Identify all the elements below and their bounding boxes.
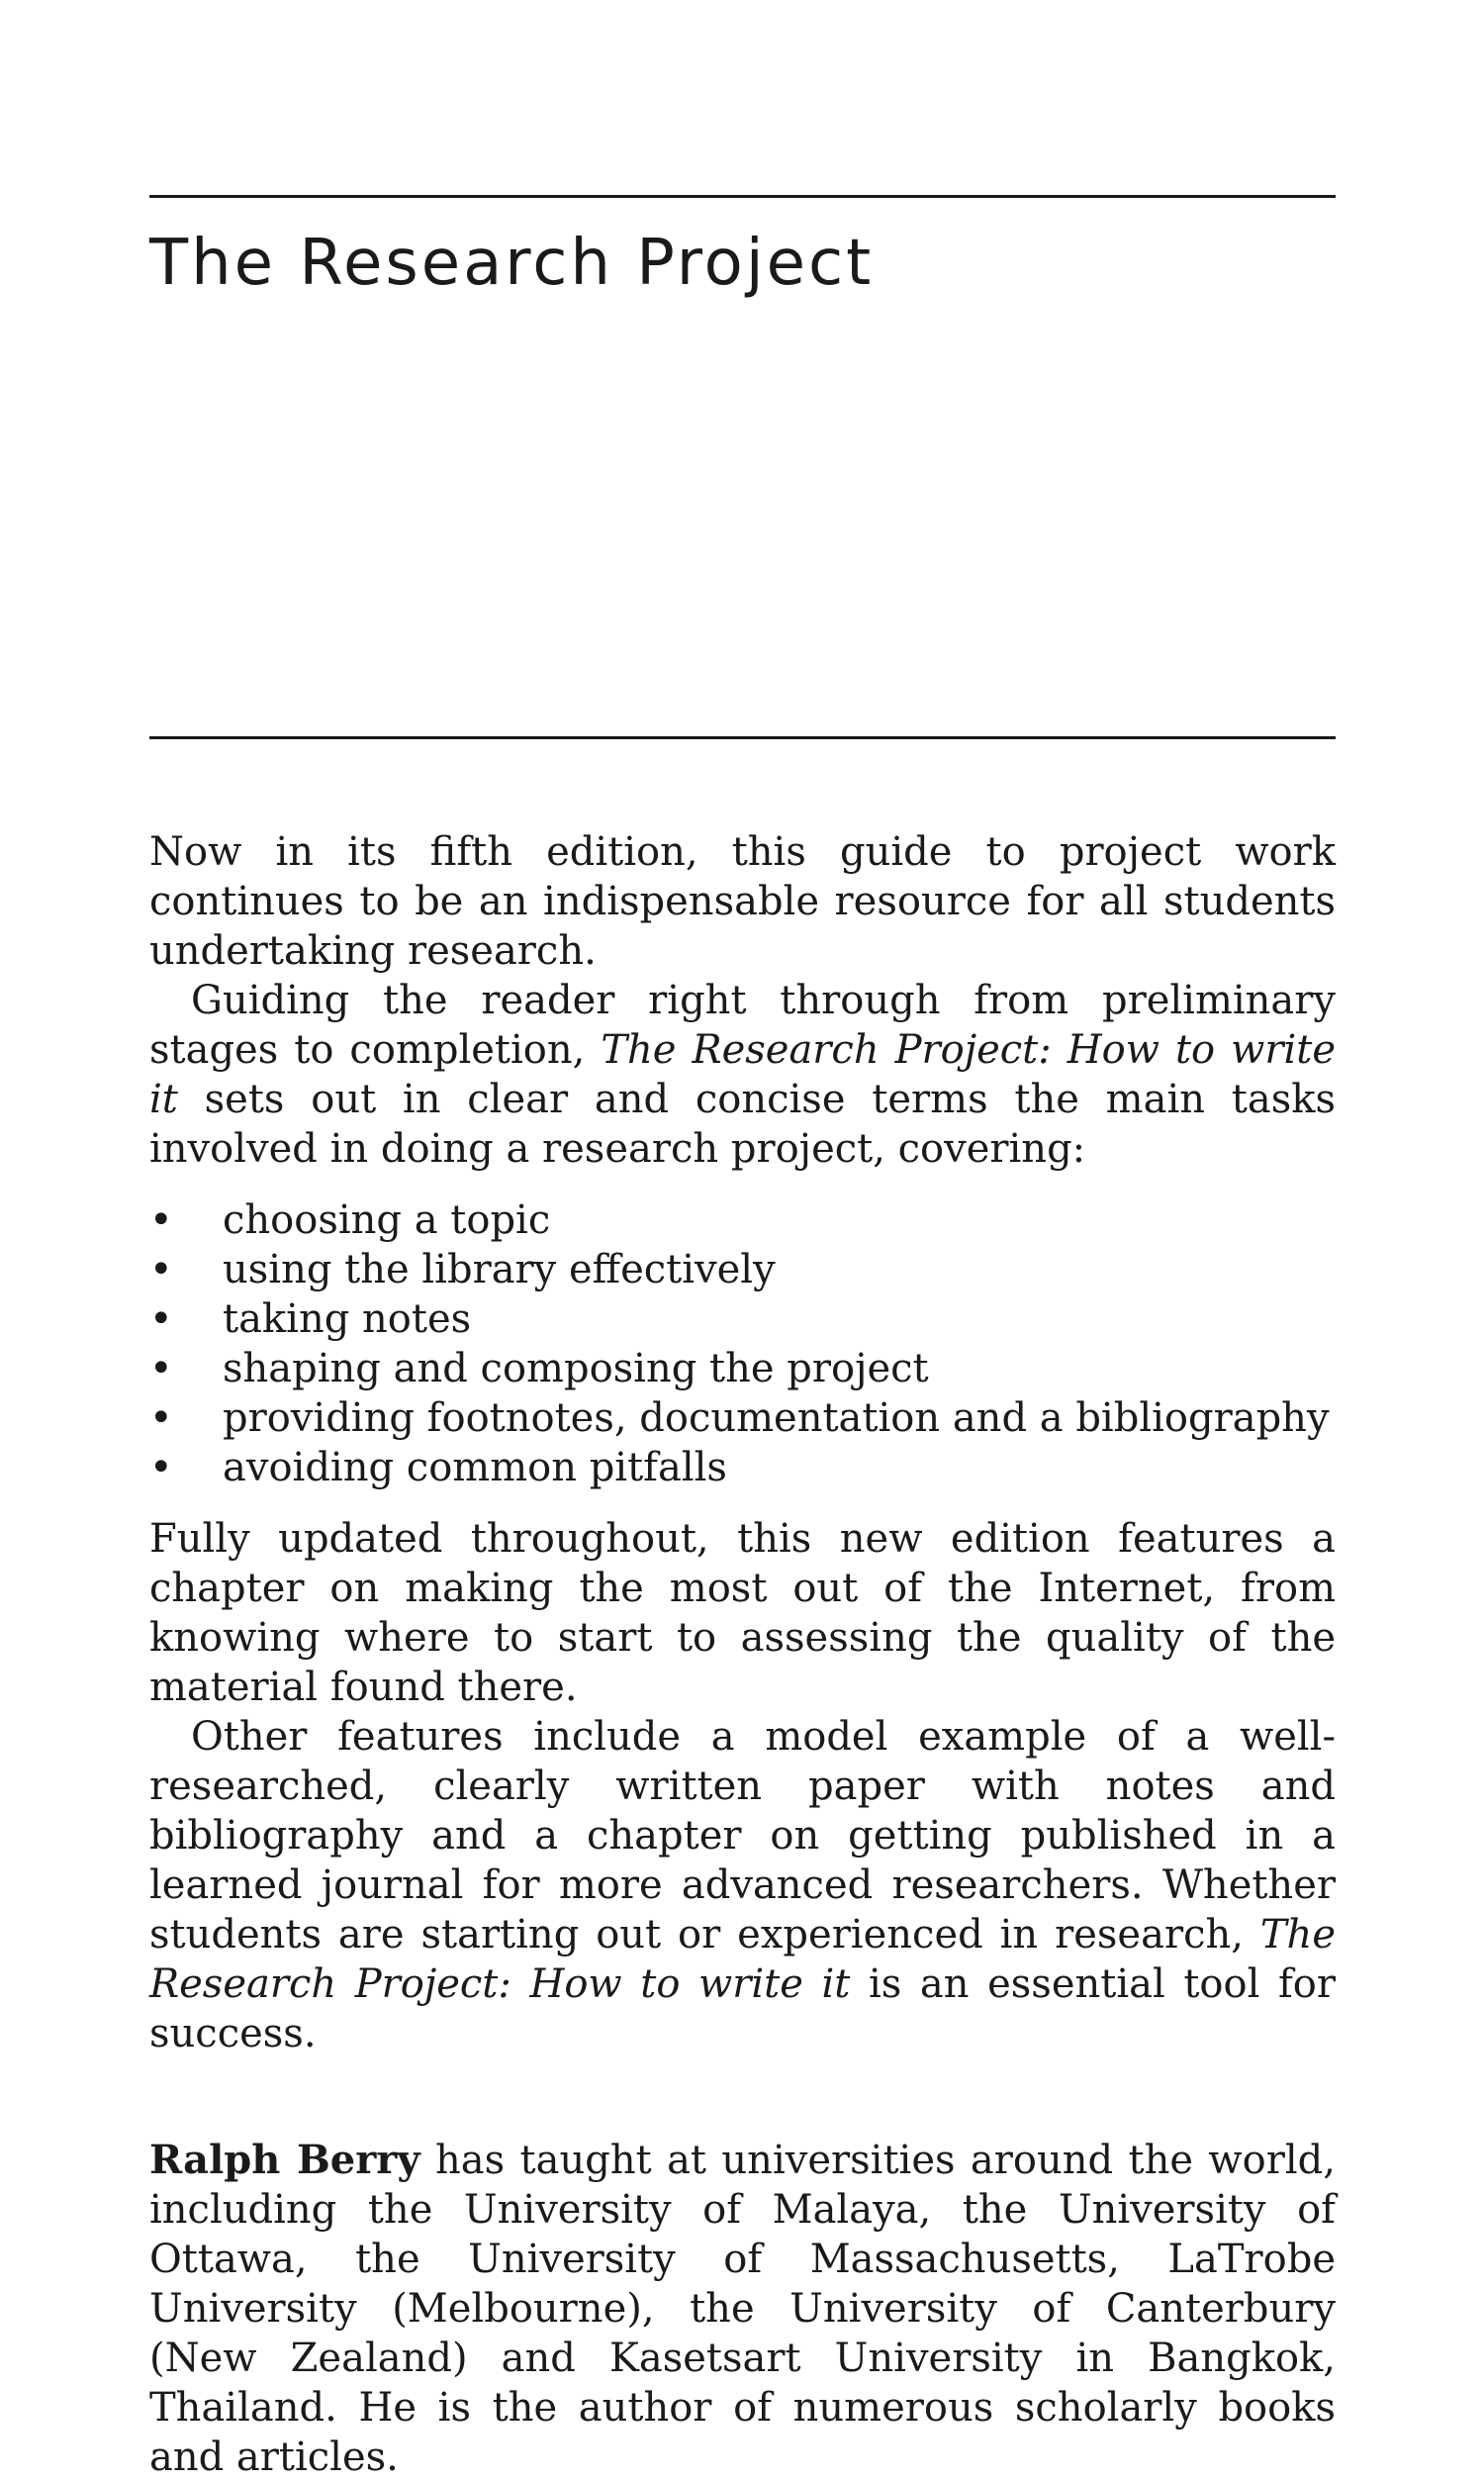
bullet-icon: • xyxy=(149,1197,173,1243)
features-text-after-title: is an essential tool for success. xyxy=(149,1961,1336,2056)
intro-paragraph-2 xyxy=(149,976,1336,1174)
features-paragraph-1: Fully updated throughout, this new edition features a chapter on making the most out of the Internet, from knowing where to start to assessing the quality of the material found there. xyxy=(149,1516,1336,1710)
list-item-text: choosing a topic xyxy=(223,1197,551,1243)
author-name: Ralph Berry xyxy=(149,2137,420,2183)
list-item-text: avoiding common pitfalls xyxy=(223,1445,727,1490)
features-paragraph-2 xyxy=(149,1712,1336,2058)
features-text-before-title: Other features include a model example of a well-researched, clearly written paper with notes and bibliography and a chapter on getting published in a learned journal for more advanced researchers. Whether students are starting out or experienced in research, xyxy=(149,1714,1336,1957)
list-item-text: providing footnotes, documentation and a bibliography xyxy=(223,1395,1330,1441)
intro-text-after-title: sets out in clear and concise terms the main tasks involved in doing a research project, covering: xyxy=(149,1077,1336,1172)
list-item xyxy=(149,1393,1336,1443)
list-item xyxy=(149,1443,1336,1492)
bullet-icon: • xyxy=(149,1247,173,1292)
top-rule xyxy=(149,195,1336,198)
list-item xyxy=(149,1245,1336,1294)
intro-text-before-title: Guiding the reader right through from preliminary stages to completion, xyxy=(149,978,1336,1073)
bullet-icon: • xyxy=(149,1296,173,1342)
topic-list xyxy=(149,1195,1336,1492)
list-item xyxy=(149,1195,1336,1245)
author-bio-text: has taught at universities around the world, including the University of Malaya, the University of Ottawa, the University of Massachusetts, LaTrobe University (Melbourne), the University of Canterbury (New Zealand) and Kasetsart University in Bangkok, Thailand. He is the author of numerous scholarly books and articles. xyxy=(149,2138,1336,2480)
author-bio xyxy=(149,2136,1336,2482)
list-item xyxy=(149,1344,1336,1393)
bottom-rule xyxy=(149,736,1336,739)
bullet-icon: • xyxy=(149,1445,173,1490)
bullet-icon: • xyxy=(149,1346,173,1391)
intro-paragraph-1: Now in its fifth edition, this guide to project work continues to be an indispensable resource for all students undertaking research. xyxy=(149,829,1336,974)
list-item-text: shaping and composing the project xyxy=(223,1346,929,1391)
blurb-body xyxy=(149,827,1336,2482)
list-item-text: taking notes xyxy=(223,1296,472,1342)
book-title-reference: The Research Project: How to write it xyxy=(149,1027,1336,1122)
page-title: The Research Project xyxy=(149,227,875,300)
list-item xyxy=(149,1294,1336,1344)
list-item-text: using the library effectively xyxy=(223,1247,776,1292)
bullet-icon: • xyxy=(149,1395,173,1441)
book-title-reference: The Research Project: How to write it xyxy=(149,1912,1336,2007)
